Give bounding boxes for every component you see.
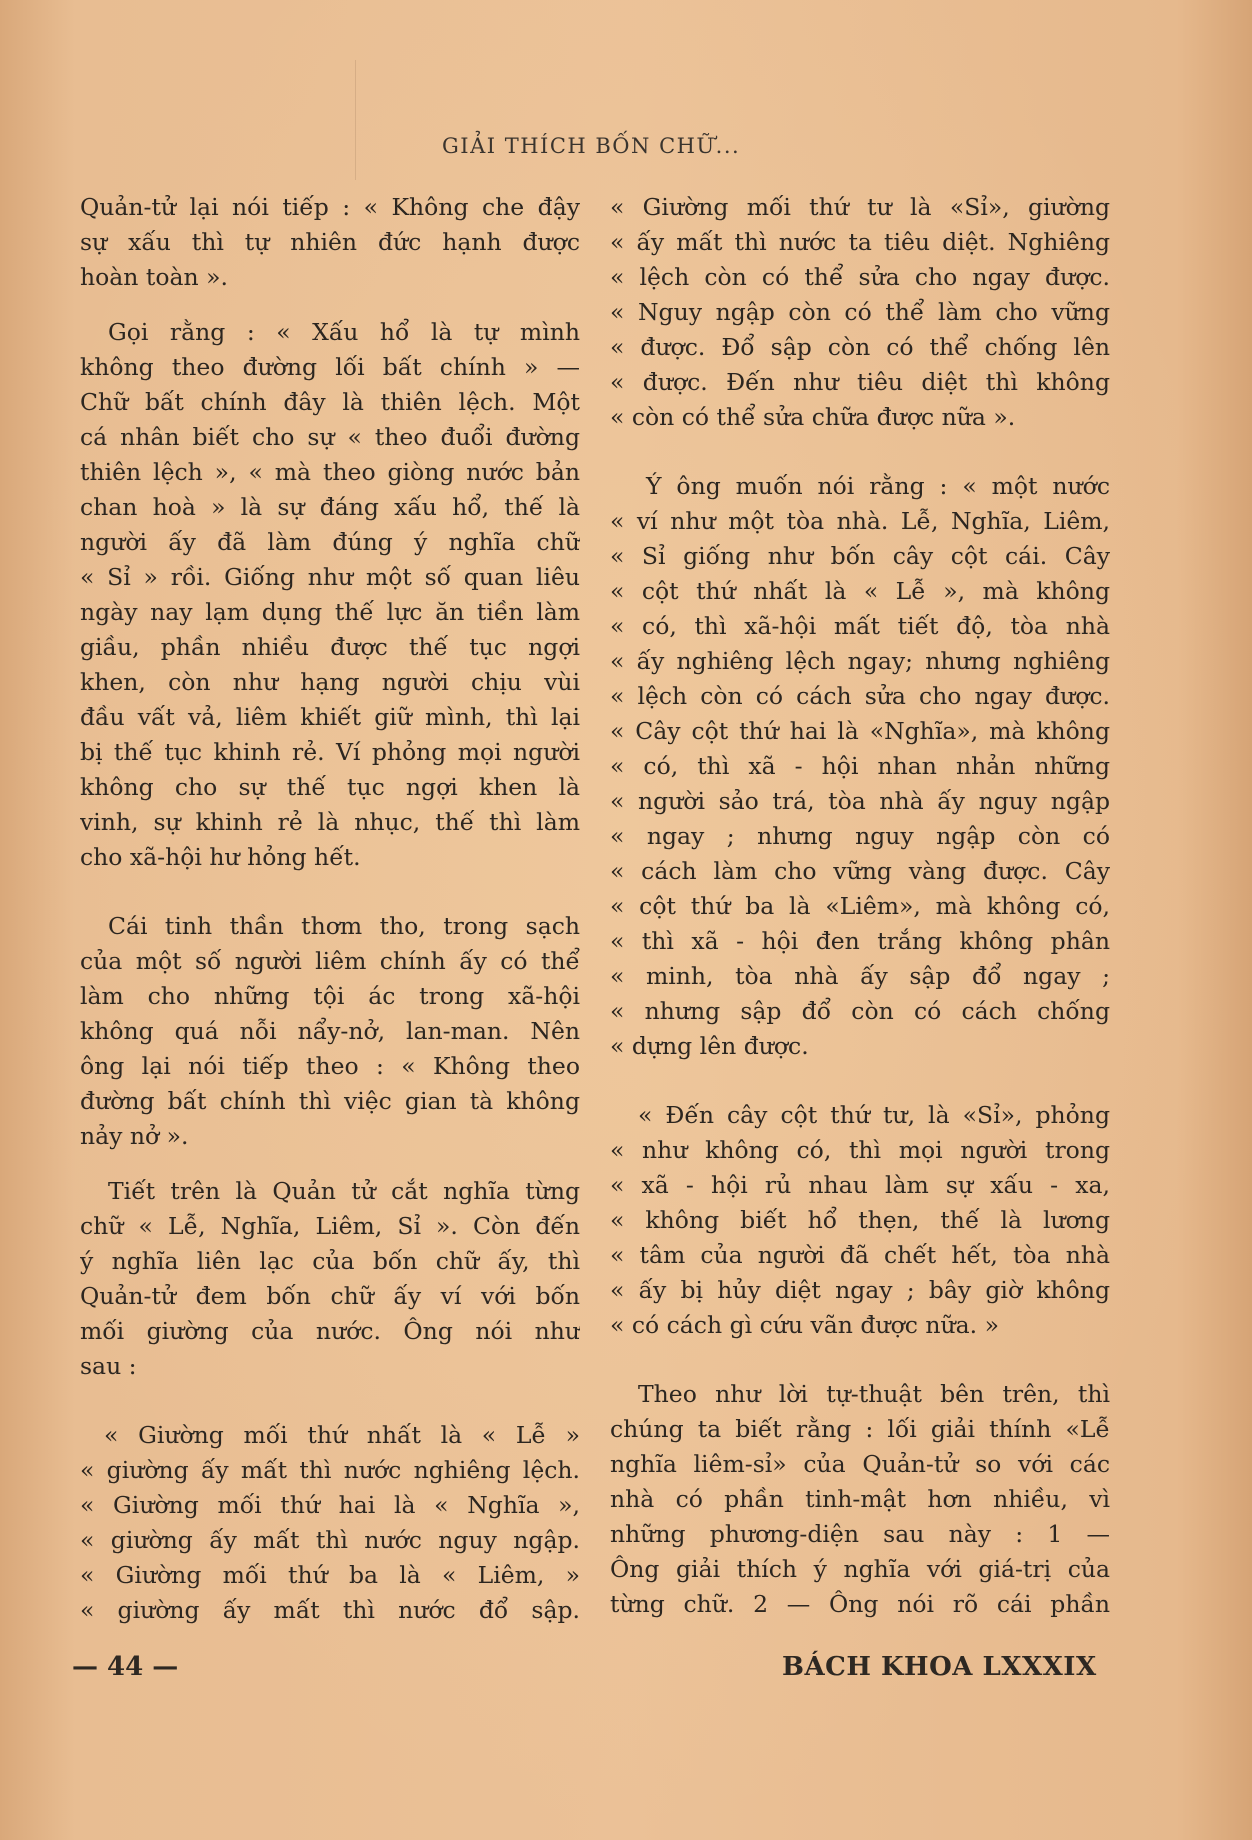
paragraph — [610, 469, 1110, 1064]
text-line: « có, thì xã - hội nhan nhản những — [610, 752, 1110, 780]
text-line: sự xấu thì tự nhiên đức hạnh được — [80, 228, 580, 256]
paragraph — [610, 1377, 1110, 1622]
text-line: ông lại nói tiếp theo : « Không theo — [80, 1052, 580, 1080]
text-line: bị thế tục khinh rẻ. Ví phỏng mọi người — [80, 738, 580, 766]
text-line: « Giường mối thứ tư là «Sỉ», giường — [610, 193, 1110, 221]
text-line: « dựng lên được. — [610, 1032, 809, 1060]
text-line: « cách làm cho vững vàng được. Cây — [610, 857, 1110, 885]
text-line: khen, còn như hạng người chịu vùi — [80, 668, 580, 696]
text-line: « lệch còn có thể sửa cho ngay được. — [610, 263, 1110, 291]
text-line: « Giường mối thứ hai là « Nghĩa », — [80, 1491, 580, 1519]
text-line: « thì xã - hội đen trắng không phân — [610, 927, 1110, 955]
left-column — [80, 190, 580, 1648]
text-line: sau : — [80, 1352, 137, 1380]
text-line: « có, thì xã-hội mất tiết độ, tòa nhà — [610, 612, 1110, 640]
text-line: « cột thứ nhất là « Lễ », mà không — [610, 577, 1110, 605]
paragraph — [80, 909, 580, 1154]
text-line: « ví như một tòa nhà. Lễ, Nghĩa, Liêm, — [610, 507, 1110, 535]
text-line: từng chữ. 2 — Ông nói rõ cái phần — [610, 1590, 1110, 1618]
text-line: cho xã-hội hư hỏng hết. — [80, 843, 361, 871]
text-line: « như không có, thì mọi người trong — [610, 1136, 1110, 1164]
text-line: « người sảo trá, tòa nhà ấy nguy ngập — [610, 787, 1110, 815]
text-line: hoàn toàn ». — [80, 263, 228, 291]
text-line: cá nhân biết cho sự « theo đuổi đường — [80, 423, 580, 451]
text-line: không quá nỗi nẩy-nở, lan-man. Nên — [80, 1017, 580, 1045]
running-header: GIẢI THÍCH BỐN CHỮ... — [442, 134, 741, 158]
text-line: « ấy bị hủy diệt ngay ; bây giờ không — [610, 1276, 1110, 1304]
text-line: « còn có thể sửa chữa được nữa ». — [610, 403, 1016, 431]
text-line: nghĩa liêm-sỉ» của Quản-tử so với các — [610, 1450, 1110, 1478]
text-line: « được. Đổ sập còn có thể chống lên — [610, 333, 1110, 361]
text-line: Tiết trên là Quản tử cắt nghĩa từng — [108, 1177, 580, 1205]
text-line: làm cho những tội ác trong xã-hội — [80, 982, 580, 1010]
text-line: Cái tinh thần thơm tho, trong sạch — [108, 912, 580, 940]
text-line: « không biết hổ thẹn, thế là lương — [610, 1206, 1110, 1234]
text-line: đầu vất vả, liêm khiết giữ mình, thì lại — [80, 703, 580, 731]
text-line: « ấy nghiêng lệch ngay; nhưng nghiêng — [610, 647, 1110, 675]
text-line: người ấy đã làm đúng ý nghĩa chữ — [80, 528, 580, 556]
text-line: « Đến cây cột thứ tư, là «Sỉ», phỏng — [638, 1101, 1110, 1129]
text-line: Quản-tử lại nói tiếp : « Không che đậy — [80, 193, 580, 221]
text-line: chữ « Lễ, Nghĩa, Liêm, Sỉ ». Còn đến — [80, 1212, 580, 1240]
text-line: chan hoà » là sự đáng xấu hổ, thế là — [80, 493, 580, 521]
text-line: Chữ bất chính đây là thiên lệch. Một — [80, 388, 580, 416]
text-line: ý nghĩa liên lạc của bốn chữ ấy, thì — [80, 1247, 580, 1275]
text-line: mối giường của nước. Ông nói như — [80, 1317, 580, 1345]
text-line: « cột thứ ba là «Liêm», mà không có, — [610, 892, 1110, 920]
text-line: ngày nay lạm dụng thế lực ăn tiền làm — [80, 598, 580, 626]
publication-name: BÁCH KHOA LXXXIX — [782, 1652, 1097, 1682]
text-line: « giường ấy mất thì nước nguy ngập. — [80, 1526, 580, 1554]
text-line: « xã - hội rủ nhau làm sự xấu - xa, — [610, 1171, 1110, 1199]
text-line: « Sỉ giống như bốn cây cột cái. Cây — [610, 542, 1110, 570]
page-number: — 44 — — [72, 1652, 179, 1682]
text-line: của một số người liêm chính ấy có thể — [80, 947, 580, 975]
text-line: không theo đường lối bất chính » — — [80, 353, 580, 381]
text-line: « Giường mối thứ nhất là « Lễ » — [104, 1421, 580, 1449]
text-line: « Giường mối thứ ba là « Liêm, » — [80, 1561, 580, 1589]
paragraph — [80, 315, 580, 875]
text-line: nhà có phần tinh-mật hơn nhiều, vì — [610, 1485, 1110, 1513]
paragraph — [80, 190, 580, 295]
text-line: « Sỉ » rồi. Giống như một số quan liêu — [80, 563, 580, 591]
paragraph — [610, 1098, 1110, 1343]
text-line: không cho sự thế tục ngợi khen là — [80, 773, 580, 801]
text-line: Theo như lời tự-thuật bên trên, thì — [638, 1380, 1110, 1408]
text-line: giầu, phần nhiều được thế tục ngợi — [80, 633, 580, 661]
text-line: « có cách gì cứu vãn được nữa. » — [610, 1311, 999, 1339]
paragraph — [80, 1418, 580, 1628]
text-line: « nhưng sập đổ còn có cách chống — [610, 997, 1110, 1025]
text-line: đường bất chính thì việc gian tà không — [80, 1087, 580, 1115]
text-line: « minh, tòa nhà ấy sập đổ ngay ; — [610, 962, 1110, 990]
text-line: « ngay ; nhưng nguy ngập còn có — [610, 822, 1110, 850]
paper-crease — [355, 60, 356, 180]
text-line: Ý ông muốn nói rằng : « một nước — [646, 472, 1110, 500]
text-line: những phương-diện sau này : 1 — — [610, 1520, 1110, 1548]
paragraph — [80, 1174, 580, 1384]
right-column — [610, 190, 1110, 1642]
text-line: « giường ấy mất thì nước nghiêng lệch. — [80, 1456, 580, 1484]
text-line: « được. Đến như tiêu diệt thì không — [610, 368, 1110, 396]
text-line: Gọi rằng : « Xấu hổ là tự mình — [108, 318, 580, 346]
text-line: vinh, sự khinh rẻ là nhục, thế thì làm — [80, 808, 580, 836]
text-line: « lệch còn có cách sửa cho ngay được. — [610, 682, 1110, 710]
text-line: Quản-tử đem bốn chữ ấy ví với bốn — [80, 1282, 580, 1310]
text-line: « tâm của người đã chết hết, tòa nhà — [610, 1241, 1110, 1269]
paragraph — [610, 190, 1110, 435]
text-line: thiên lệch », « mà theo giòng nước bản — [80, 458, 580, 486]
text-line: chúng ta biết rằng : lối giải thính «Lễ — [610, 1415, 1110, 1443]
text-line: « giường ấy mất thì nước đổ sập. — [80, 1596, 580, 1624]
text-line: Ông giải thích ý nghĩa với giá-trị của — [610, 1555, 1110, 1583]
text-line: « ấy mất thì nước ta tiêu diệt. Nghiêng — [610, 228, 1110, 256]
text-line: « Nguy ngập còn có thể làm cho vững — [610, 298, 1110, 326]
text-line: « Cây cột thứ hai là «Nghĩa», mà không — [610, 717, 1110, 745]
text-line: nảy nở ». — [80, 1122, 189, 1150]
